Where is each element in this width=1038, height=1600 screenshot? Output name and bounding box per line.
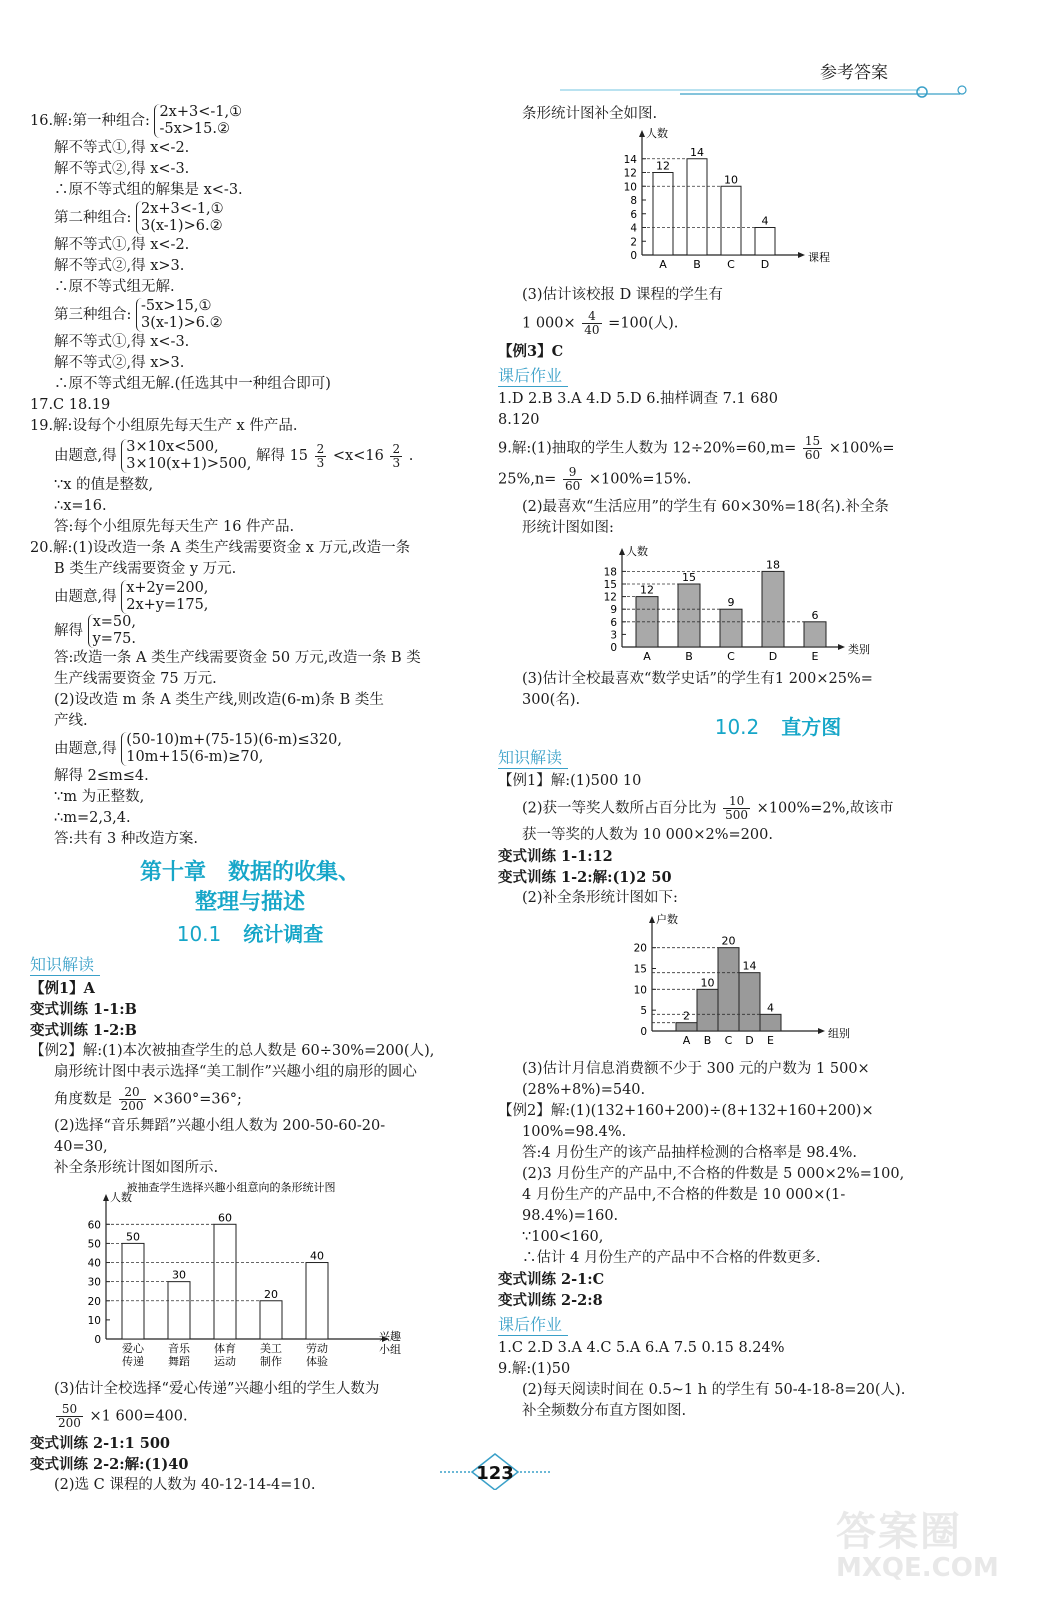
- q20-system-2: [88, 614, 136, 648]
- x-axis-label: 课程: [808, 251, 830, 264]
- text-line: ∵m 为正整数,: [54, 789, 145, 805]
- text: 由题意,得: [54, 448, 117, 464]
- text-line: 4 月份生产的产品中,不合格的件数是 10 000×(1-: [522, 1187, 846, 1203]
- text-line: 变式训练 2-2:解:(1)40: [30, 1456, 189, 1473]
- x-tick-label: 制作: [260, 1355, 282, 1368]
- y-tick-label: 10: [623, 181, 637, 194]
- x-tick-label: D: [760, 258, 770, 271]
- y-tick-label: 10: [633, 984, 647, 997]
- text: 解得 15: [255, 448, 309, 464]
- y-tick-label: 18: [603, 566, 617, 579]
- text-line: 变式训练 2-1:C: [498, 1271, 605, 1288]
- y-tick-label: 3: [610, 629, 617, 642]
- y-tick-label: 6: [630, 208, 637, 221]
- section-tag: 知识解读: [30, 954, 100, 976]
- y-tick-label: 9: [610, 604, 617, 617]
- section-tag: 课后作业: [498, 365, 568, 387]
- fraction: $\frac{2}{3}$: [392, 441, 401, 470]
- eq: 2x+3<-1,①: [159, 104, 243, 120]
- calc-line: [498, 466, 998, 493]
- y-tick-label: 14: [623, 153, 637, 166]
- x-tick-label: 体验: [306, 1355, 328, 1368]
- data-label: 6: [811, 608, 819, 622]
- text-line: (2)3 月份生产的产品中,不合格的件数是 5 000×2%=100,: [522, 1166, 905, 1182]
- bar: [306, 1263, 328, 1339]
- bar-chart-courses: [608, 125, 848, 285]
- data-label: 10: [724, 173, 738, 187]
- fraction: $\frac{20}{200}$: [120, 1085, 144, 1113]
- bar: [260, 1301, 282, 1339]
- x-tick-label: A: [643, 650, 651, 663]
- text-line: 变式训练 1-1:12: [498, 848, 613, 865]
- bar: [687, 159, 707, 255]
- text-line: 解不等式②,得 x>3.: [54, 355, 185, 371]
- text: 由题意,得: [54, 741, 117, 757]
- text: ×100%=15%.: [588, 471, 692, 488]
- q20-system-1: [121, 580, 208, 614]
- q16-line: [30, 298, 470, 332]
- text-line: 答:改造一条 A 类生产线需要资金 50 万元,改造一条 B 类: [54, 650, 421, 666]
- x-tick-label: E: [811, 650, 819, 663]
- text-line: 解得 2≤m≤4.: [54, 768, 149, 784]
- percent-line: [498, 795, 998, 822]
- text-line: 解不等式①,得 x<-2.: [54, 237, 190, 253]
- q19-system: [121, 439, 251, 473]
- x-tick-label: 运动: [214, 1355, 236, 1368]
- q16-line: [30, 104, 470, 138]
- bar: [755, 228, 775, 256]
- data-label: 20: [264, 1287, 278, 1301]
- bar-chart-interest-groups: [70, 1179, 430, 1379]
- eq: -5x>15,①: [141, 298, 212, 314]
- text-line: (2)补全条形统计图如下:: [522, 890, 678, 906]
- data-label: 10: [700, 976, 715, 990]
- calc-line: [498, 435, 998, 462]
- text: ×360°=36°;: [152, 1091, 242, 1108]
- text-line: 补全频数分布直方图如图.: [522, 1403, 687, 1419]
- data-label: 4: [761, 214, 769, 228]
- data-label: 14: [742, 959, 757, 973]
- fraction: $\frac{50}{200}$: [58, 1402, 81, 1430]
- bar: [760, 1014, 781, 1031]
- left-column: [30, 104, 470, 1496]
- eq: -5x>15.②: [159, 121, 230, 137]
- chapter-title-line: 整理与描述: [194, 890, 305, 915]
- x-axis-arrow: [838, 644, 845, 650]
- text: 由题意,得: [54, 589, 117, 605]
- text-line: ∵x 的值是整数,: [54, 477, 154, 493]
- text-line: 答:4 月份生产的该产品抽样检测的合格率是 98.4%.: [522, 1145, 857, 1161]
- text-line: 40=30,: [54, 1139, 108, 1155]
- bar: [720, 609, 742, 647]
- text-line: (3)估计该校报 D 课程的学生有: [522, 287, 723, 303]
- text: ×100%=: [828, 440, 895, 457]
- text: .: [408, 448, 414, 464]
- data-label: 2: [683, 1009, 690, 1023]
- text-line: 【例2】解:(1)(132+160+200)÷(8+132+160+200)×: [498, 1103, 874, 1119]
- x-tick-label: A: [682, 1034, 691, 1047]
- text-line: (2)最喜欢“生活应用”的学生有 60×30%=18(名).补全条: [522, 499, 889, 515]
- eq: x=50,: [92, 614, 136, 630]
- estimate-line: [30, 1403, 470, 1430]
- y-axis-arrow: [639, 130, 645, 137]
- bar: [804, 622, 826, 647]
- bar: [721, 186, 741, 255]
- y-tick-label: 15: [603, 579, 617, 591]
- text-line: 答:共有 3 种改造方案.: [54, 831, 198, 847]
- text-line: 【例1】A: [30, 980, 95, 997]
- text: 1 000×: [522, 315, 576, 332]
- text: 第三种组合:: [54, 307, 132, 323]
- y-tick-label: 5: [640, 1005, 647, 1018]
- text-line: ∴原不等式组的解集是 x<-3.: [54, 182, 243, 198]
- bar: [653, 173, 673, 256]
- q16-system-2: [136, 201, 224, 235]
- y-tick-label: 50: [87, 1238, 101, 1251]
- x-axis-label: 兴趣: [379, 1330, 401, 1343]
- section-tag: 知识解读: [498, 747, 568, 769]
- bar: [718, 948, 739, 1031]
- y-tick-label: 40: [87, 1257, 101, 1270]
- y-tick-label: 10: [87, 1314, 101, 1327]
- text: <x<16: [332, 448, 384, 464]
- x-tick-label: B: [685, 650, 693, 663]
- q16-system-1: [154, 104, 242, 138]
- section-title: [30, 924, 470, 945]
- y-tick-label: 2: [630, 236, 637, 249]
- data-label: 14: [690, 145, 704, 159]
- x-axis-label: 类别: [848, 643, 870, 656]
- fraction: $\frac{15}{60}$: [804, 434, 821, 462]
- right-column: [498, 104, 998, 1422]
- y-tick-label: 8: [630, 195, 637, 207]
- text-line: 19.解:设每个小组原先每天生产 x 件产品.: [30, 418, 298, 434]
- text-line: 解不等式②,得 x<-3.: [54, 161, 190, 177]
- text-line: (3)估计全校选择“爱心传递”兴趣小组的学生人数为: [54, 1381, 380, 1397]
- text: 9.解:(1)抽取的学生人数为 12÷20%=60,m=: [498, 440, 797, 457]
- text-line: 获一等奖的人数为 10 000×2%=200.: [522, 827, 773, 843]
- text-line: (2)选 C 课程的人数为 40-12-14-4=10.: [54, 1477, 316, 1493]
- y-tick-label: 0: [610, 642, 617, 654]
- q20-system-line: [30, 614, 470, 648]
- text-line: 1.C 2.D 3.A 4.C 5.A 6.A 7.5 0.15 8.24%: [498, 1340, 785, 1356]
- fraction: $\frac{10}{500}$: [725, 794, 749, 822]
- eq: 3×10x<500,: [126, 439, 219, 455]
- page-number-badge: [440, 1450, 550, 1490]
- header-title: 参考答案: [820, 63, 888, 83]
- x-tick-label: 舞蹈: [168, 1355, 190, 1368]
- x-tick-label: C: [724, 1034, 733, 1047]
- x-axis-label: 小组: [379, 1343, 401, 1356]
- text-line: 解不等式②,得 x>3.: [54, 258, 185, 274]
- watermark-logo: 答案圈: [836, 1509, 962, 1555]
- eq: x+2y=200,: [126, 580, 209, 596]
- bar: [168, 1282, 190, 1339]
- text-line: 变式训练 1-1:B: [30, 1001, 137, 1018]
- y-axis-label: 户数: [656, 913, 678, 926]
- text-line: 【例3】C: [498, 343, 564, 360]
- text-line: 补全条形统计图如图所示.: [54, 1160, 219, 1176]
- text: (2)获一等奖人数所占百分比为: [522, 800, 717, 817]
- text-line: ∴x=16.: [54, 498, 107, 514]
- fraction: $\frac{4}{40}$: [584, 309, 600, 337]
- text-line: 产线.: [54, 713, 88, 729]
- x-tick-label: E: [767, 1034, 774, 1047]
- data-label: 30: [172, 1268, 186, 1282]
- bar: [678, 584, 700, 647]
- eq: 2x+3<-1,①: [141, 201, 224, 217]
- x-tick-label: C: [727, 650, 735, 663]
- section-name: 直方图: [781, 715, 842, 739]
- text-line: 【例1】解:(1)500 10: [498, 773, 642, 789]
- text: ×1 600=400.: [89, 1408, 188, 1425]
- y-tick-label: 4: [630, 222, 637, 235]
- chapter-title-line: 第十章 数据的收集、: [139, 860, 360, 885]
- y-tick-label: 12: [603, 591, 617, 604]
- text-line: 变式训练 1-2:B: [30, 1022, 137, 1039]
- page-number: 123: [476, 1463, 514, 1484]
- x-tick-label: 爱心: [122, 1342, 144, 1355]
- x-axis-arrow: [818, 1028, 825, 1034]
- data-label: 40: [310, 1249, 324, 1263]
- bar: [214, 1224, 236, 1339]
- bar: [676, 1023, 697, 1031]
- text-line: (2)选择“音乐舞蹈”兴趣小组人数为 200-50-60-20-: [54, 1118, 386, 1134]
- x-tick-label: D: [768, 650, 778, 663]
- y-axis-arrow: [649, 916, 655, 923]
- text-line: 生产线需要资金 75 万元.: [54, 671, 217, 687]
- text-line: 条形统计图补全如图.: [522, 106, 658, 122]
- text-line: ∵100<160,: [522, 1229, 604, 1245]
- eq: 3(x-1)>6.②: [141, 315, 223, 331]
- y-tick-label: 20: [633, 942, 647, 955]
- q16-label: 16.解:第一种组合:: [30, 113, 150, 129]
- section-tag: 课后作业: [498, 1314, 568, 1336]
- eq: y=75.: [92, 631, 137, 647]
- x-tick-label: 美工: [260, 1342, 282, 1355]
- x-axis-label: 组别: [828, 1027, 850, 1040]
- text-line: 98.4%)=160.: [522, 1208, 619, 1224]
- bar: [762, 571, 784, 647]
- section-name: 统计调查: [243, 922, 324, 946]
- y-tick-label: 20: [87, 1295, 101, 1308]
- x-tick-label: 体育: [214, 1342, 236, 1355]
- y-tick-label: 60: [87, 1219, 101, 1232]
- eq: 3(x-1)>6.②: [141, 218, 223, 234]
- y-tick-label: 0: [94, 1334, 101, 1346]
- eq: (50-10)m+(75-15)(6-m)≤320,: [126, 732, 342, 748]
- y-axis-label: 人数: [646, 127, 668, 140]
- chapter-title: [30, 858, 470, 918]
- watermark: [836, 1500, 999, 1583]
- data-label: 50: [126, 1230, 140, 1244]
- angle-line: [30, 1086, 470, 1113]
- x-tick-label: A: [659, 258, 667, 271]
- eq: 3×10(x+1)>500,: [126, 456, 252, 472]
- y-tick-label: 12: [623, 167, 637, 180]
- data-label: 9: [727, 596, 735, 610]
- text-line: 【例2】解:(1)本次被抽查学生的总人数是 60÷30%=200(人),: [30, 1043, 435, 1059]
- section-number: 10.2: [714, 715, 760, 739]
- x-tick-label: 传递: [122, 1355, 144, 1368]
- text-line: 变式训练 1-2:解:(1)2 50: [498, 869, 672, 886]
- bar: [122, 1243, 144, 1339]
- histogram-households: [618, 909, 858, 1059]
- data-label: 4: [767, 1001, 774, 1015]
- data-label: 12: [656, 159, 670, 173]
- text-line: ∴原不等式组无解.: [54, 279, 175, 295]
- x-tick-label: D: [745, 1034, 754, 1047]
- y-tick-label: 15: [633, 963, 647, 976]
- text-line: (3)估计全校最喜欢“数学史话”的学生有1 200×25%=: [522, 671, 873, 687]
- watermark-url: MXQE.COM: [836, 1553, 999, 1583]
- text-line: 1.D 2.B 3.A 4.D 5.D 6.抽样调查 7.1 680: [498, 391, 779, 407]
- text-line: 变式训练 2-1:1 500: [30, 1435, 171, 1452]
- data-label: 60: [218, 1211, 232, 1225]
- x-tick-label: B: [693, 258, 701, 271]
- text: 第二种组合:: [54, 210, 132, 226]
- text-line: 解不等式①,得 x<-2.: [54, 140, 190, 156]
- page-number-decoration: [440, 1450, 550, 1490]
- text: 解得: [54, 623, 83, 639]
- text-line: 100%=98.4%.: [522, 1124, 627, 1140]
- header-decoration: [560, 78, 980, 100]
- chart-title: 被抽查学生选择兴趣小组意向的条形统计图: [126, 1181, 336, 1194]
- text-line: (2)每天阅读时间在 0.5~1 h 的学生有 50-4-18-8=20(人).: [522, 1382, 906, 1398]
- y-axis-label: 人数: [626, 545, 648, 558]
- text-line: 20.解:(1)设改造一条 A 类生产线需要资金 x 万元,改造一条: [30, 540, 411, 556]
- x-tick-label: 劳动: [306, 1342, 328, 1355]
- text-line: (2)设改造 m 条 A 类生产线,则改造(6-m)条 B 类生: [54, 692, 384, 708]
- text-line: 形统计图如图:: [522, 520, 614, 536]
- text: =100(人).: [608, 315, 679, 332]
- y-tick-label: 30: [87, 1276, 101, 1289]
- q20-system-line: [30, 732, 470, 766]
- y-tick-label: 0: [630, 250, 637, 262]
- text-line: 300(名).: [522, 692, 581, 708]
- eq: 2x+y=175,: [126, 597, 209, 613]
- text-line: (3)估计月信息消费额不少于 300 元的户数为 1 500×: [522, 1061, 870, 1077]
- bar: [739, 973, 760, 1031]
- q20-system-line: [30, 580, 470, 614]
- text: ×100%=2%,故该市: [756, 800, 894, 817]
- text-line: ∴原不等式组无解.(任选其中一种组合即可): [54, 376, 331, 392]
- section-number: 10.1: [176, 922, 222, 946]
- text-line: 9.解:(1)50: [498, 1361, 571, 1377]
- y-tick-label: 0: [640, 1026, 647, 1038]
- bar-chart-categories: [588, 539, 888, 669]
- text-line: ∴估计 4 月份生产的产品中不合格的件数更多.: [522, 1250, 821, 1266]
- x-tick-label: 音乐: [168, 1342, 190, 1355]
- text-line: ∴m=2,3,4.: [54, 810, 131, 826]
- text-line: 8.120: [498, 412, 540, 428]
- y-axis-label: 人数: [110, 1191, 132, 1204]
- q16-system-3: [136, 298, 223, 332]
- data-label: 20: [721, 934, 736, 948]
- text-line: 17.C 18.19: [30, 397, 111, 413]
- text-line: 变式训练 2-2:8: [498, 1292, 603, 1309]
- q19-system-line: [30, 439, 470, 473]
- fraction: $\frac{2}{3}$: [316, 441, 325, 470]
- text-line: 解不等式①,得 x<-3.: [54, 334, 190, 350]
- bar: [697, 989, 718, 1031]
- x-tick-label: B: [703, 1034, 712, 1047]
- eq: 10m+15(6-m)≥70,: [126, 749, 264, 765]
- x-axis-arrow: [798, 252, 805, 258]
- data-label: 18: [766, 558, 780, 572]
- q20-system-3: [121, 732, 342, 766]
- x-tick-label: C: [727, 258, 735, 271]
- data-label: 12: [640, 583, 654, 597]
- text-line: 答:每个小组原先每天生产 16 件产品.: [54, 519, 295, 535]
- text-line: 扇形统计图中表示选择“美工制作”兴趣小组的扇形的圆心: [54, 1064, 417, 1080]
- y-axis-arrow: [619, 548, 625, 555]
- text-line: B 类生产线需要资金 y 万元.: [54, 561, 237, 577]
- text: 25%,n=: [498, 471, 557, 488]
- text-line: (28%+8%)=540.: [522, 1082, 646, 1098]
- data-label: 15: [682, 571, 696, 584]
- section-title-2: [558, 717, 998, 738]
- y-tick-label: 6: [610, 616, 617, 629]
- text: 角度数是: [54, 1091, 112, 1108]
- estimate-line: [498, 310, 998, 337]
- fraction: $\frac{9}{60}$: [564, 465, 581, 493]
- y-axis-arrow: [103, 1194, 109, 1201]
- q16-line: [30, 201, 470, 235]
